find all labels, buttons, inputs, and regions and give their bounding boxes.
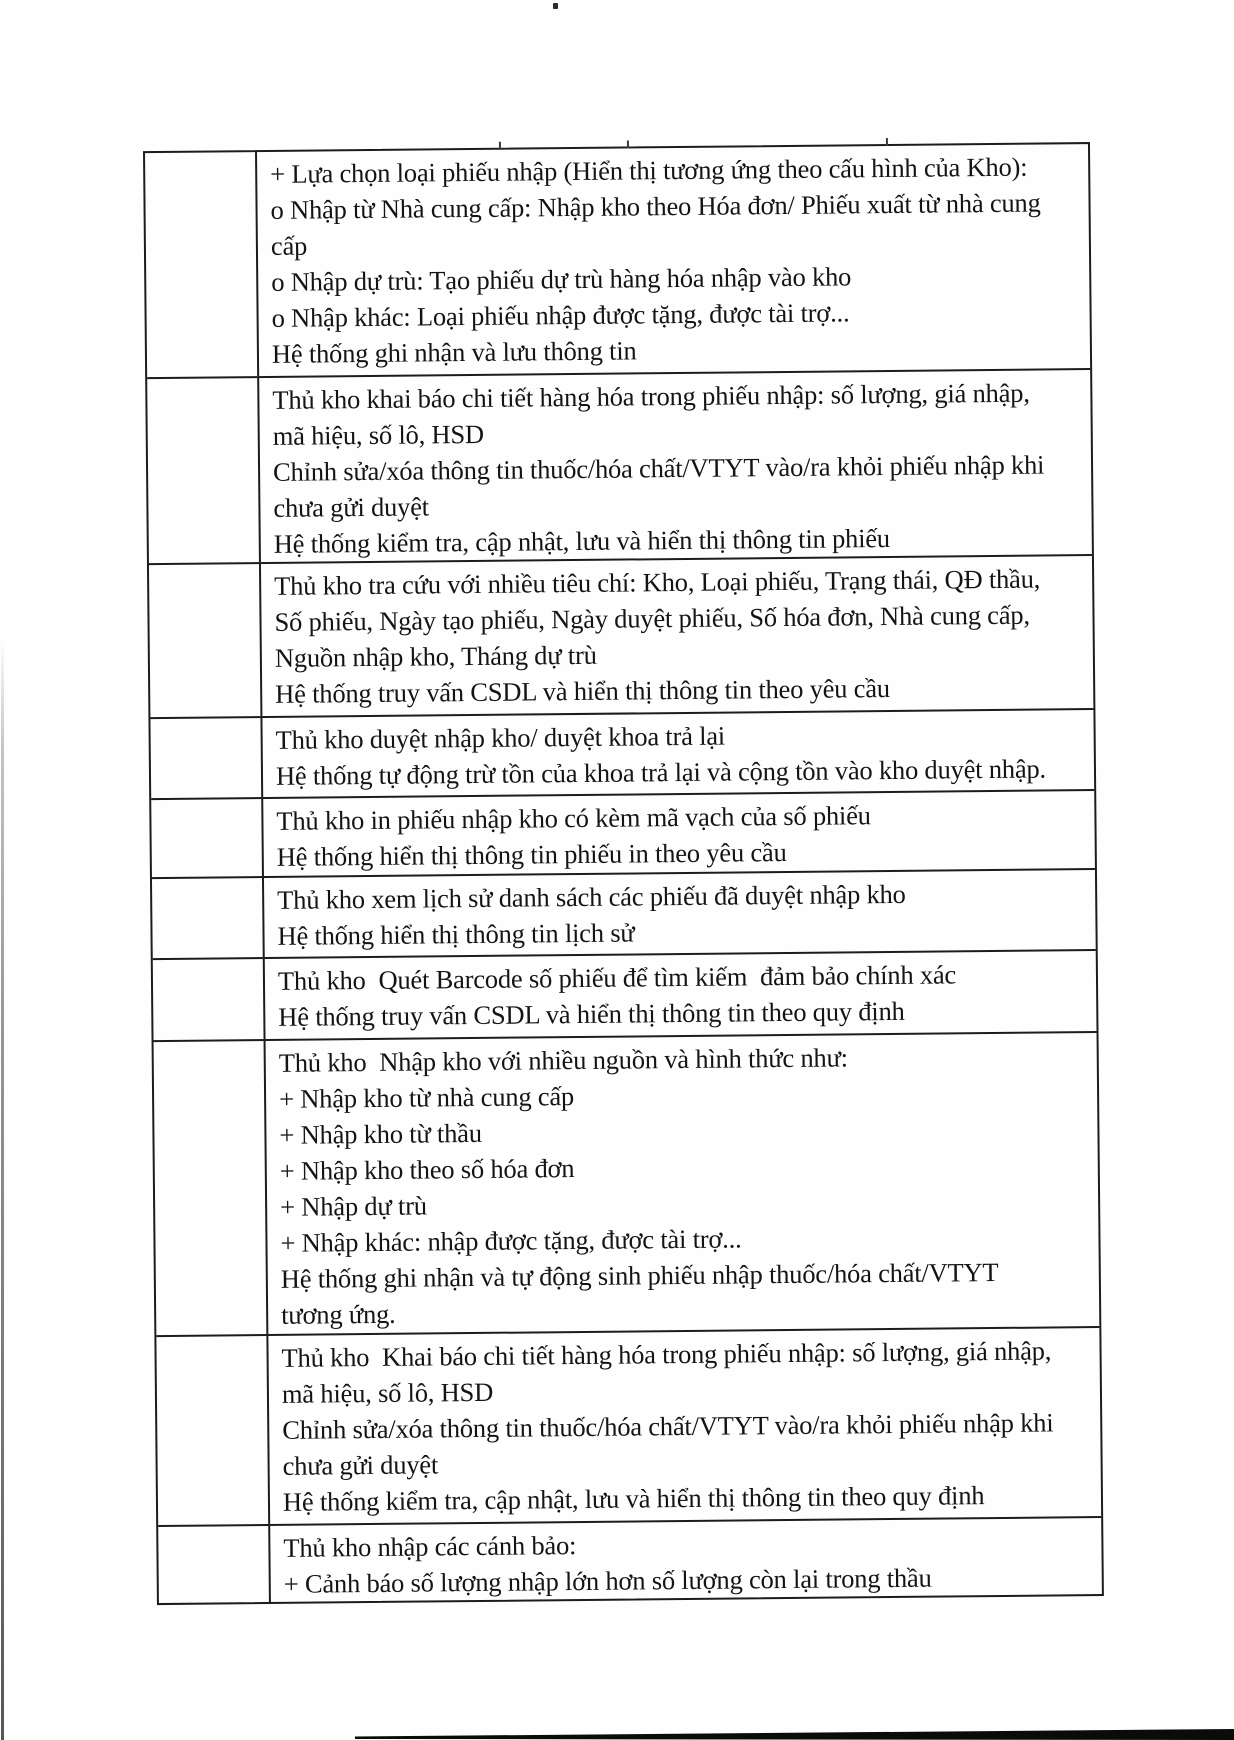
cell-text-line: Thủ kho Quét Barcode số phiếu để tìm kiếm đảm bảo chính xác: [277, 959, 957, 996]
cell-text-line: mã hiệu, số lô, HSD: [281, 1376, 494, 1409]
cell-text-line: Hệ thống kiểm tra, cập nhật, lưu và hiển thị thông tin theo quy định: [282, 1480, 985, 1517]
top-border-tick: [886, 138, 888, 146]
table-row: [149, 556, 1093, 719]
cell-text-line: + Nhập kho theo số hóa đơn: [279, 1153, 575, 1186]
cell-text-line: + Nhập khác: nhập được tặng, được tài trợ...: [280, 1223, 742, 1258]
row-description-cell: [259, 370, 1092, 562]
cell-text-line: + Nhập kho từ thầu: [279, 1117, 482, 1150]
row-description-cell: [264, 870, 1096, 957]
cell-text-line: Chỉnh sửa/xóa thông tin thuốc/hóa chất/VTYT vào/ra khỏi phiếu nhập khi: [272, 449, 1045, 487]
scanner-edge-shadow-left: [1, 640, 4, 1740]
cell-text-line: Hệ thống ghi nhận và tự động sinh phiếu nhập thuốc/hóa chất/VTYT: [280, 1256, 999, 1294]
ink-speck: [553, 3, 558, 9]
row-marker-cell: [149, 564, 262, 717]
cell-text-line: Thủ kho khai báo chi tiết hàng hóa trong phiếu nhập: số lượng, giá nhập,: [272, 377, 1030, 415]
cell-text-line: Thủ kho xem lịch sử danh sách các phiếu đã duyệt nhập kho: [277, 878, 906, 915]
cell-text-line: Hệ thống tự động trừ tồn của khoa trả lại và cộng tồn vào kho duyệt nhập.: [275, 753, 1047, 791]
row-description-cell: [265, 951, 1097, 1039]
row-marker-cell: [156, 1336, 270, 1525]
table-row: [147, 370, 1092, 565]
table-row: [156, 1328, 1101, 1527]
row-marker-cell: [158, 1526, 271, 1603]
row-description-cell: [263, 791, 1095, 876]
cell-text-line: Thủ kho Nhập kho với nhiều nguồn và hình thức như:: [278, 1042, 848, 1078]
row-description-cell: [268, 1328, 1101, 1524]
requirements-table: [143, 142, 1104, 1605]
cell-text-line: Hệ thống hiển thị thông tin lịch sử: [277, 917, 635, 951]
row-description-cell: [261, 556, 1093, 716]
cell-text-line: + Lựa chọn loại phiếu nhập (Hiển thị tương ứng theo cấu hình của Kho):: [270, 151, 1028, 189]
cell-text-line: Thủ kho duyệt nhập kho/ duyệt khoa trả lại: [275, 720, 726, 755]
cell-text-line: Số phiếu, Ngày tạo phiếu, Ngày duyệt phiếu, Số hóa đơn, Nhà cung cấp,: [274, 599, 1030, 637]
table-rows-container: [145, 144, 1102, 1603]
table-row: [151, 791, 1095, 879]
cell-text-line: Hệ thống hiển thị thông tin phiếu in theo yêu cầu: [276, 836, 787, 872]
cell-text-line: o Nhập từ Nhà cung cấp: Nhập kho theo Hóa đơn/ Phiếu xuất từ nhà cung: [270, 187, 1041, 225]
cell-text-line: Hệ thống ghi nhận và lưu thông tin: [271, 335, 637, 369]
cell-text-line: Thủ kho Khai báo chi tiết hàng hóa trong phiếu nhập: số lượng, giá nhập,: [281, 1335, 1052, 1373]
cell-text-line: cấp: [270, 230, 308, 261]
top-border-tick: [627, 140, 629, 148]
cell-text-line: tương ứng.: [281, 1298, 396, 1330]
cell-text-line: mã hiệu, số lô, HSD: [272, 418, 485, 451]
row-marker-cell: [152, 878, 265, 958]
cell-text-line: Thủ kho in phiếu nhập kho có kèm mã vạch của số phiếu: [276, 800, 871, 836]
table-row: [153, 951, 1097, 1042]
row-marker-cell: [154, 1041, 269, 1335]
row-marker-cell: [147, 378, 261, 563]
cell-text-line: Hệ thống truy vấn CSDL và hiển thị thông tin theo quy định: [278, 995, 905, 1032]
cell-text-line: + Nhập dự trù: [279, 1190, 427, 1222]
table-row: [158, 1518, 1102, 1603]
cell-text-line: chưa gửi duyệt: [282, 1449, 439, 1481]
cell-text-line: + Nhập kho từ nhà cung cấp: [278, 1081, 575, 1114]
row-marker-cell: [150, 718, 263, 798]
cell-text-line: Thủ kho nhập các cánh bảo:: [283, 1530, 577, 1563]
row-marker-cell: [153, 959, 266, 1040]
cell-text-line: o Nhập khác: Loại phiếu nhập được tặng, được tài trợ...: [271, 297, 850, 333]
cell-text-line: o Nhập dự trù: Tạo phiếu dự trù hàng hóa nhập vào kho: [271, 261, 852, 297]
cell-text-line: Thủ kho tra cứu với nhiều tiêu chí: Kho, Loại phiếu, Trạng thái, QĐ thầu,: [274, 563, 1041, 601]
cell-text-line: Hệ thống kiểm tra, cập nhật, lưu và hiển thị thông tin phiếu: [273, 522, 891, 559]
table-row: [145, 144, 1090, 379]
table-row: [152, 870, 1096, 960]
cell-text-line: Nguồn nhập kho, Tháng dự trù: [274, 639, 597, 673]
table-row: [150, 710, 1094, 800]
row-description-cell: [262, 710, 1094, 797]
row-description-cell: [266, 1033, 1100, 1334]
cell-text-line: Hệ thống truy vấn CSDL và hiển thị thông tin theo yêu cầu: [275, 673, 891, 709]
scanner-edge-bar-bottom: [0, 1726, 1234, 1740]
cell-text-line: + Cảnh báo số lượng nhập lớn hơn số lượng còn lại trong thầu: [283, 1562, 932, 1599]
row-description-cell: [257, 144, 1090, 376]
cell-text-line: Chỉnh sửa/xóa thông tin thuốc/hóa chất/VTYT vào/ra khỏi phiếu nhập khi: [282, 1407, 1054, 1445]
table-row: [154, 1033, 1100, 1337]
row-marker-cell: [151, 799, 264, 877]
cell-text-line: chưa gửi duyệt: [273, 491, 430, 523]
row-description-cell: [270, 1518, 1102, 1602]
row-marker-cell: [145, 152, 259, 377]
top-border-tick: [499, 142, 501, 150]
